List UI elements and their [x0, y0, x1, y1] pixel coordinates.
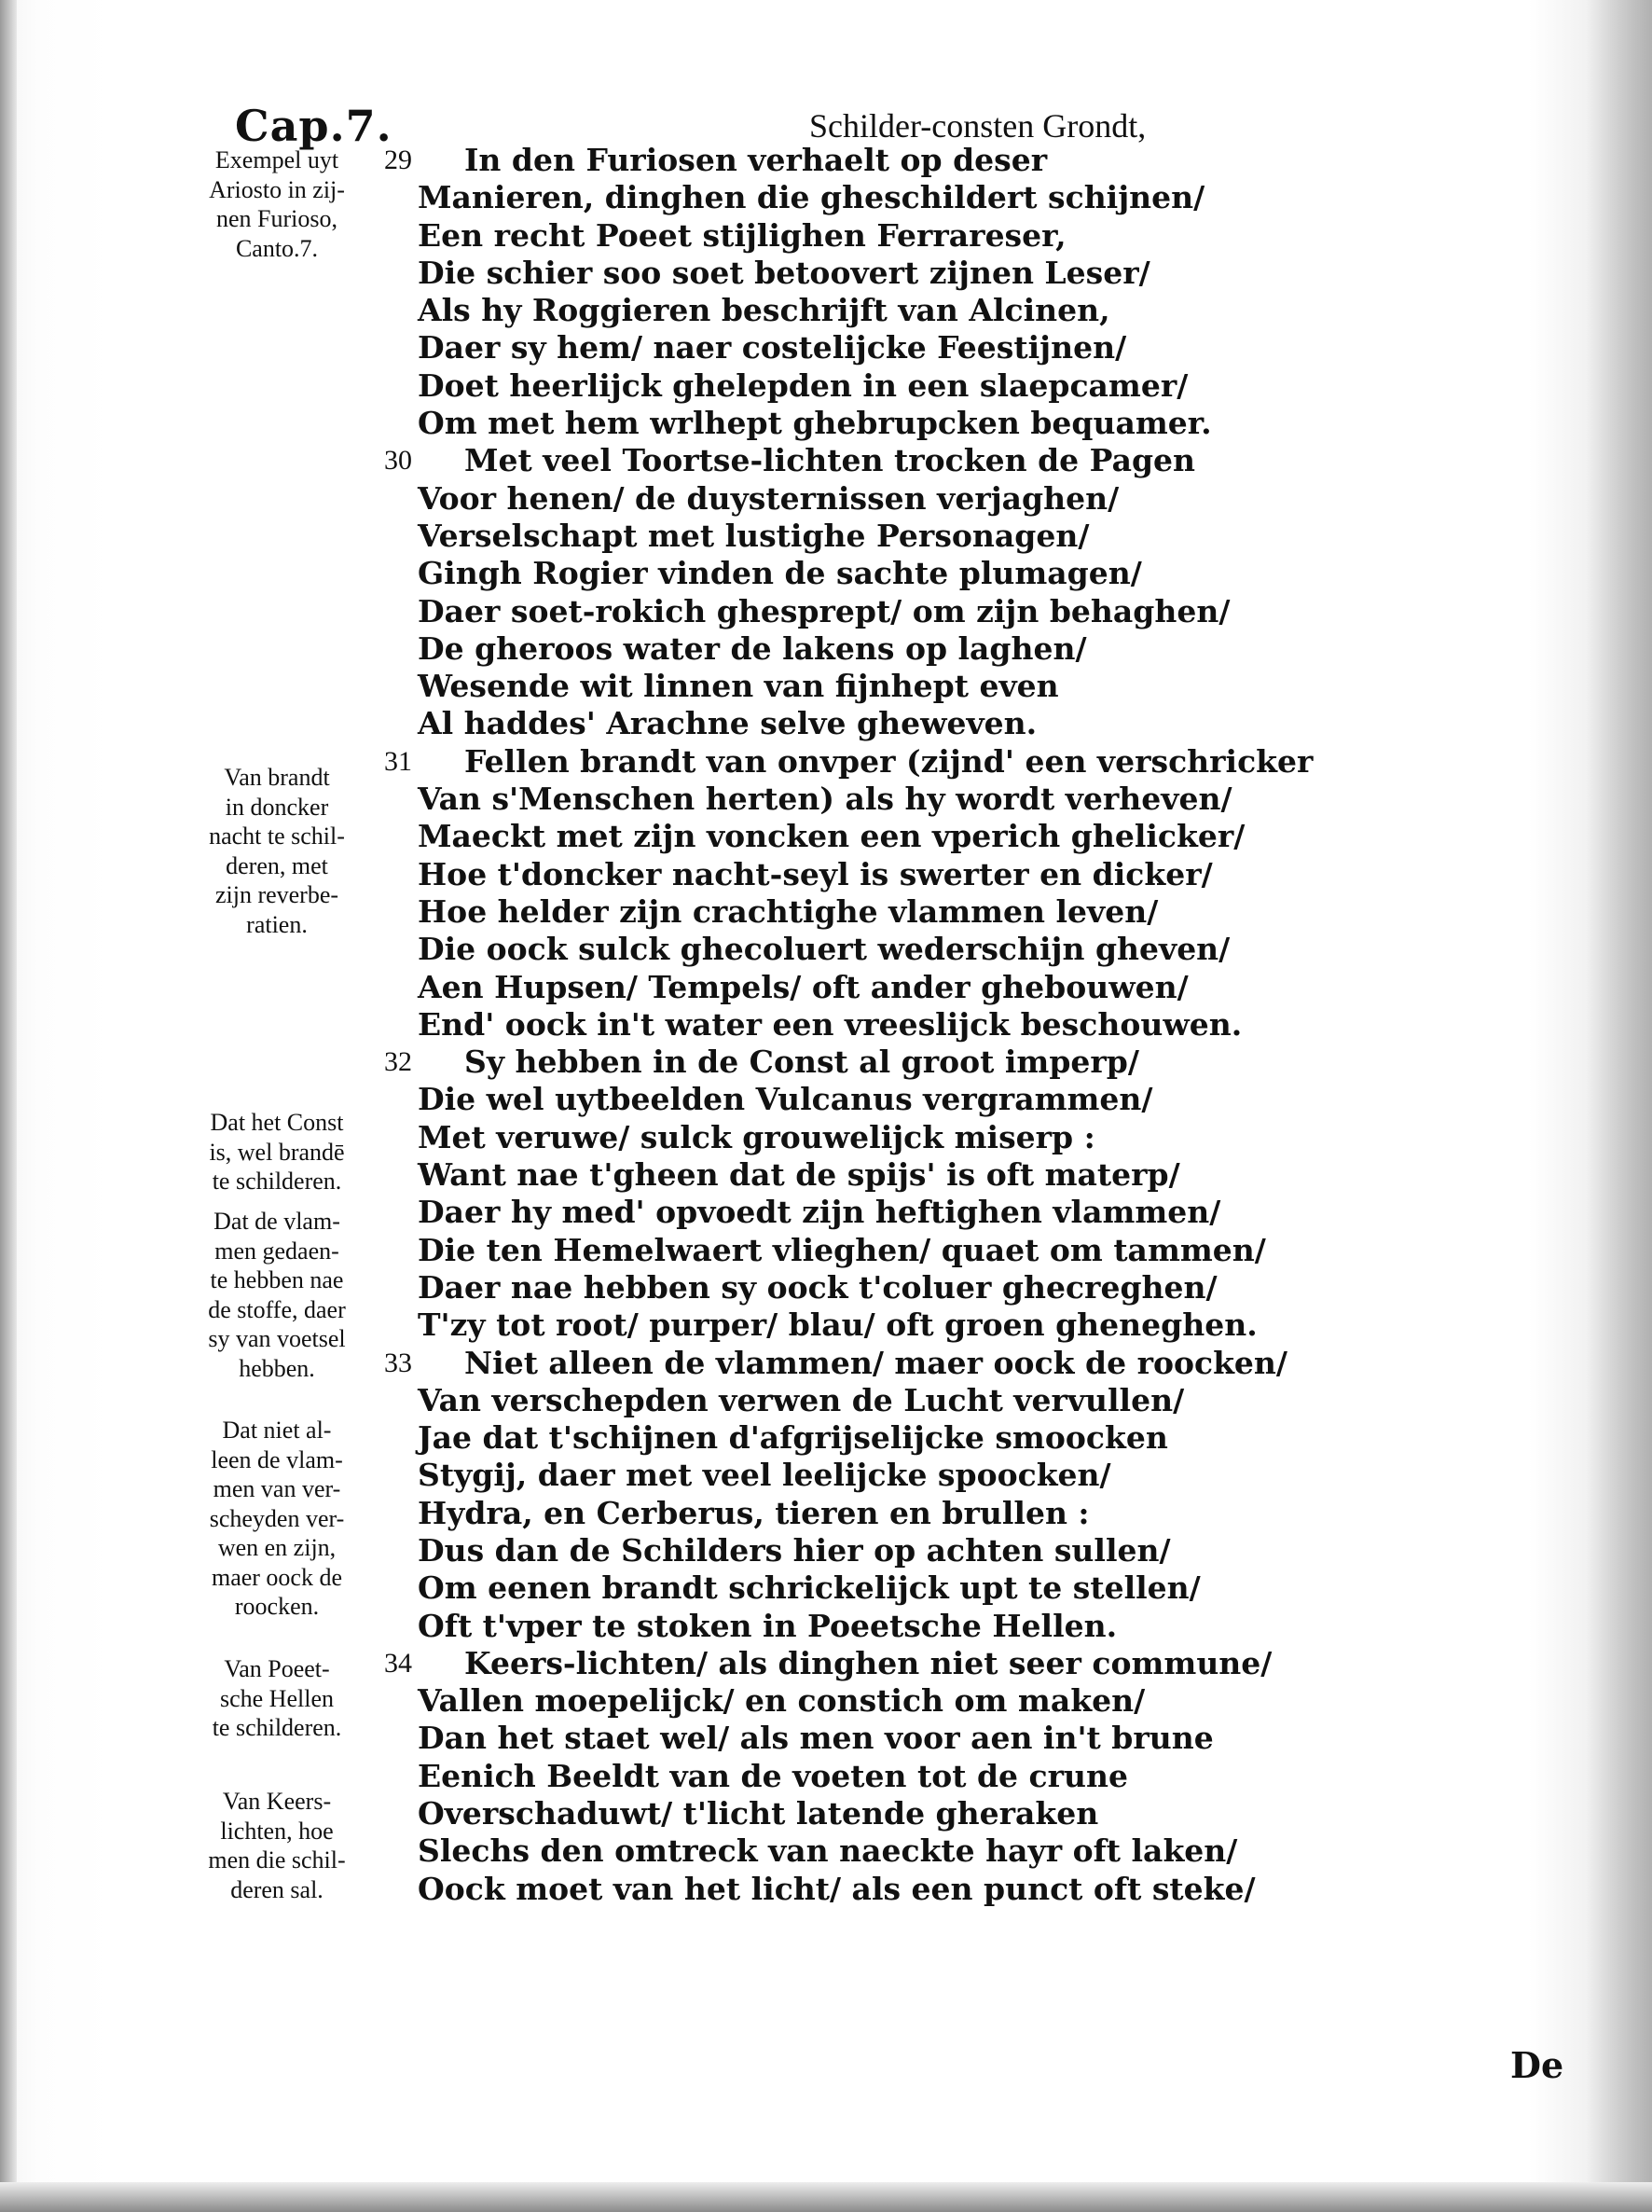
page-left-edge: [0, 0, 17, 2212]
stanza-number: 33: [384, 1347, 412, 1378]
verse-line: [380, 1345, 1592, 1382]
verse-line: T'zy tot root/ purper/ blau/ oft groen gheneghen.: [418, 1306, 1258, 1344]
running-title: Schilder-consten Grondt,: [809, 107, 1147, 145]
verse-line: Manieren, dinghen die gheschildert schijnen/: [418, 179, 1205, 216]
stanza-number: 34: [384, 1647, 412, 1679]
verse-line: Overschaduwt/ t'licht latende gheraken: [418, 1795, 1099, 1832]
margin-note: Van Poeet- sche Hellen te schilderen.: [212, 1655, 342, 1741]
verse-text: In den Furiosen verhaelt op deser: [464, 142, 1048, 178]
verse-text: Keers-lichten/ als dinghen niet seer commune/: [464, 1644, 1273, 1681]
verse-line: Gingh Rogier vinden de sachte plumagen/: [418, 555, 1142, 592]
margin-note: Dat niet al- leen de vlam- men van ver- scheyden ver- wen en zijn, maer oock de roocken.: [209, 1417, 345, 1620]
verse-line: Die schier soo soet betoovert zijnen Leser/: [418, 254, 1150, 291]
verse-line: Oft t'vper te stoken in Poeetsche Hellen.: [418, 1607, 1118, 1644]
verse-line: [380, 743, 1592, 781]
verse-line: [380, 1645, 1592, 1682]
chapter-heading: Cap.7.: [235, 101, 392, 151]
stanza: [380, 1044, 1592, 1344]
verse-line: Die wel uytbeelden Vulcanus vergrammen/: [418, 1081, 1153, 1118]
margin-note: Dat het Const is, wel brandē te schilderen.: [209, 1109, 345, 1195]
verse-line: Vallen moepelijck/ en constich om maken/: [418, 1682, 1146, 1720]
verse-column: [380, 142, 1592, 1908]
catchword: De: [1510, 2044, 1564, 2086]
verse-line: Die ten Hemelwaert vlieghen/ quaet om tammen/: [418, 1231, 1266, 1268]
margin-note: Exempel uyt Ariosto in zij- nen Furioso, Canto.7.: [209, 146, 345, 262]
verse-line: Want nae t'gheen dat de spijs' is oft materp/: [418, 1156, 1180, 1194]
verse-line: Daer soet-rokich ghesprept/ om zijn behaghen/: [418, 592, 1231, 629]
margin-note: Van Keers- lichten, hoe men die schil- deren sal.: [208, 1788, 346, 1903]
verse-line: Eenich Beeldt van de voeten tot de crune: [418, 1757, 1128, 1794]
verse-line: Om eenen brandt schrickelijck upt te stellen/: [418, 1569, 1201, 1607]
verse-line: Hydra, en Cerberus, tieren en brullen :: [418, 1494, 1090, 1531]
verse-text: Fellen brandt van onvper (zijnd' een verschricker: [464, 742, 1314, 780]
verse-line: Van s'Menschen herten) als hy wordt verheven/: [418, 781, 1232, 818]
verse-line: Jae dat t'schijnen d'afgrijselijcke smoocken: [418, 1419, 1168, 1457]
verse-line: Slechs den omtreck van naeckte hayr oft laken/: [418, 1832, 1238, 1870]
verse-line: Voor henen/ de duysternissen verjaghen/: [418, 479, 1120, 517]
page-right-edge: [1587, 0, 1652, 2212]
verse-text: Met veel Toortse-lichten trocken de Pagen: [464, 442, 1196, 479]
verse-line: Aen Hupsen/ Tempels/ oft ander ghebouwen/: [418, 968, 1189, 1005]
verse-line: Wesende wit linnen van fijnhept even: [418, 668, 1059, 705]
verse-line: Een recht Poeet stijlighen Ferrareser,: [418, 216, 1067, 254]
stanza-number: 29: [384, 145, 412, 175]
verse-line: De gheroos water de lakens op laghen/: [418, 629, 1087, 667]
verse-line: Hoe t'doncker nacht-seyl is swerter en dicker/: [418, 855, 1213, 892]
stanza-number: 32: [384, 1046, 412, 1078]
verse-line: Als hy Roggieren beschrijft van Alcinen,: [418, 292, 1110, 329]
verse-line: Oock moet van het licht/ als een punct oft steke/: [418, 1870, 1256, 1907]
verse-line: Verselschapt met lustighe Personagen/: [418, 517, 1090, 554]
verse-line: Dus dan de Schilders hier op achten sullen/: [418, 1531, 1171, 1569]
stanza-number: 31: [384, 745, 412, 777]
verse-line: Met veruwe/ sulck grouwelijck miserp :: [418, 1118, 1095, 1155]
stanza: [380, 442, 1592, 742]
verse-line: Van verschepden verwen de Lucht vervullen/: [418, 1381, 1185, 1418]
verse-line: Die oock sulck ghecoluert wederschijn gheven/: [418, 931, 1231, 968]
stanza: [380, 743, 1592, 1044]
verse-line: [380, 1044, 1592, 1081]
verse-line: [380, 442, 1592, 479]
verse-text: Niet alleen de vlammen/ maer oock de roocken/: [464, 1344, 1287, 1381]
verse-line: Doet heerlijck ghelepden in een slaepcamer/: [418, 366, 1189, 404]
verse-line: Stygij, daer met veel leelijcke spoocken/: [418, 1457, 1111, 1494]
stanza: [380, 142, 1592, 442]
verse-line: Om met hem wrlhept ghebrupcken bequamer.: [418, 405, 1212, 442]
stanza-number: 30: [384, 445, 412, 477]
stanza: [380, 1645, 1592, 1908]
verse-line: Dan het staet wel/ als men voor aen in't brune: [418, 1720, 1214, 1757]
stanza: [380, 1345, 1592, 1645]
verse-line: Maeckt met zijn voncken een vperich ghelicker/: [418, 818, 1246, 855]
verse-line: Hoe helder zijn crachtighe vlammen leven/: [418, 892, 1159, 930]
verse-line: Daer nae hebben sy oock t'coluer ghecreghen/: [418, 1268, 1218, 1306]
page-bottom-edge: [0, 2182, 1652, 2212]
verse-line: Al haddes' Arachne selve gheweven.: [418, 705, 1038, 742]
verse-line: Daer sy hem/ naer costelijcke Feestijnen/: [418, 329, 1127, 366]
margin-note: Van brandt in doncker nacht te schil- deren, met zijn reverbe- ratien.: [209, 764, 345, 938]
verse-line: [380, 142, 1592, 179]
verse-line: End' oock in't water een vreeslijck beschouwen.: [418, 1005, 1243, 1043]
verse-line: Daer hy med' opvoedt zijn heftighen vlammen/: [418, 1194, 1221, 1231]
margin-note: Dat de vlam- men gedaen- te hebben nae de stoffe, daer sy van voetsel hebben.: [208, 1208, 346, 1382]
verse-text: Sy hebben in de Const al groot imperp/: [464, 1044, 1139, 1081]
